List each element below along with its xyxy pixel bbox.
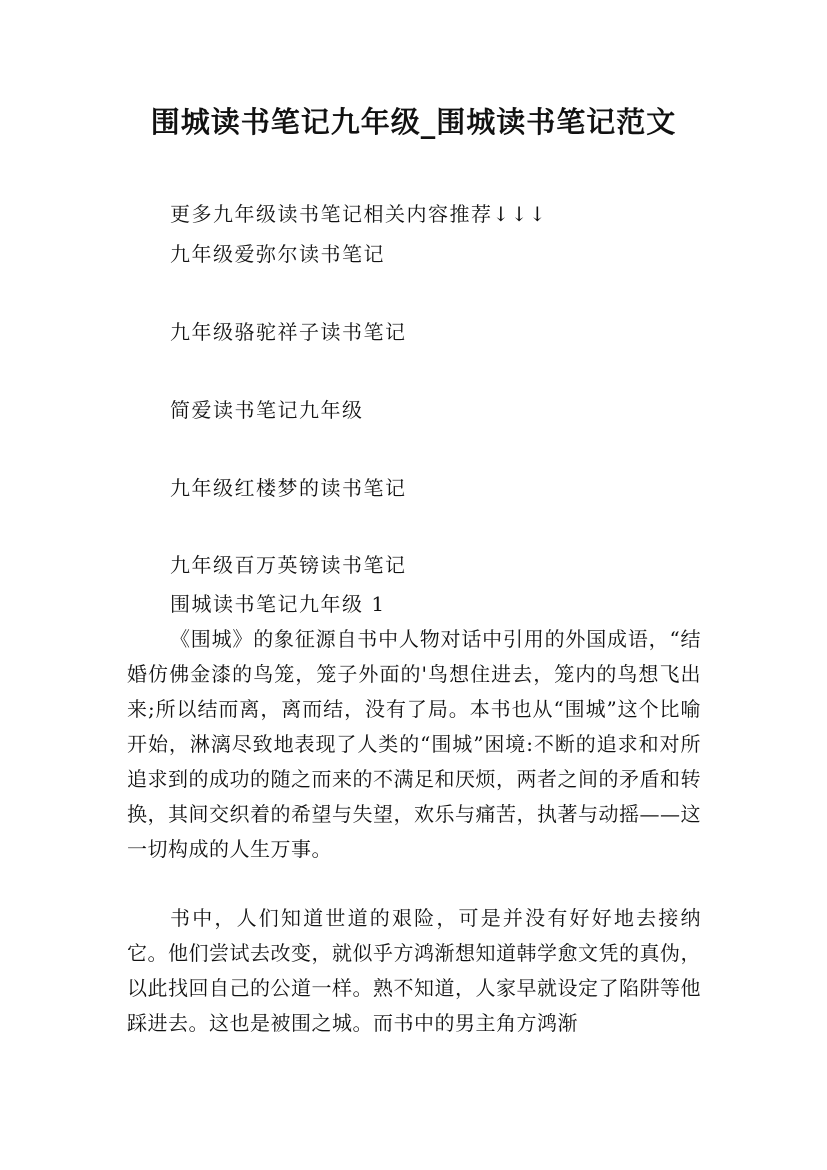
document-title: 围城读书笔记九年级_围城读书笔记范文 xyxy=(150,105,677,139)
related-link-3[interactable]: 简爱读书笔记九年级 xyxy=(170,398,364,422)
related-link-2[interactable]: 九年级骆驼祥子读书笔记 xyxy=(170,320,407,344)
section-heading: 围城读书笔记九年级 1 xyxy=(170,592,386,616)
related-link-5[interactable]: 九年级百万英镑读书笔记 xyxy=(170,553,407,577)
related-link-1[interactable]: 九年级爱弥尔读书笔记 xyxy=(170,242,385,266)
body-paragraph-2: 书中，人们知道世道的艰险，可是并没有好好地去接纳它。他们尝试去改变，就似乎方鸿渐想知道韩学愈文凭的真伪，以此找回自己的公道一样。熟不知道，人家早就设定了陷阱等他踩进去。这也是被围之城。而书中的男主角方鸿渐 xyxy=(127,906,701,1035)
intro-line: 更多九年级读书笔记相关内容推荐↓↓↓ xyxy=(170,202,548,226)
related-link-4[interactable]: 九年级红楼梦的读书笔记 xyxy=(170,476,407,500)
body-paragraph-1: 《围城》的象征源自书中人物对话中引用的外国成语，“结婚仿佛金漆的鸟笼，笼子外面的'鸟想住进去，笼内的鸟想飞出来;所以结而离，离而结，没有了局。本书也从“围城”这个比喻开始，淋漓尽致地表现了人类的“围城”困境:不断的追求和对所追求到的成功的随之而来的不满足和厌烦，两者之间的矛盾和转换，其间交织着的希望与失望，欢乐与痛苦，执著与动摇——这一切构成的人生万事。 xyxy=(127,627,701,861)
